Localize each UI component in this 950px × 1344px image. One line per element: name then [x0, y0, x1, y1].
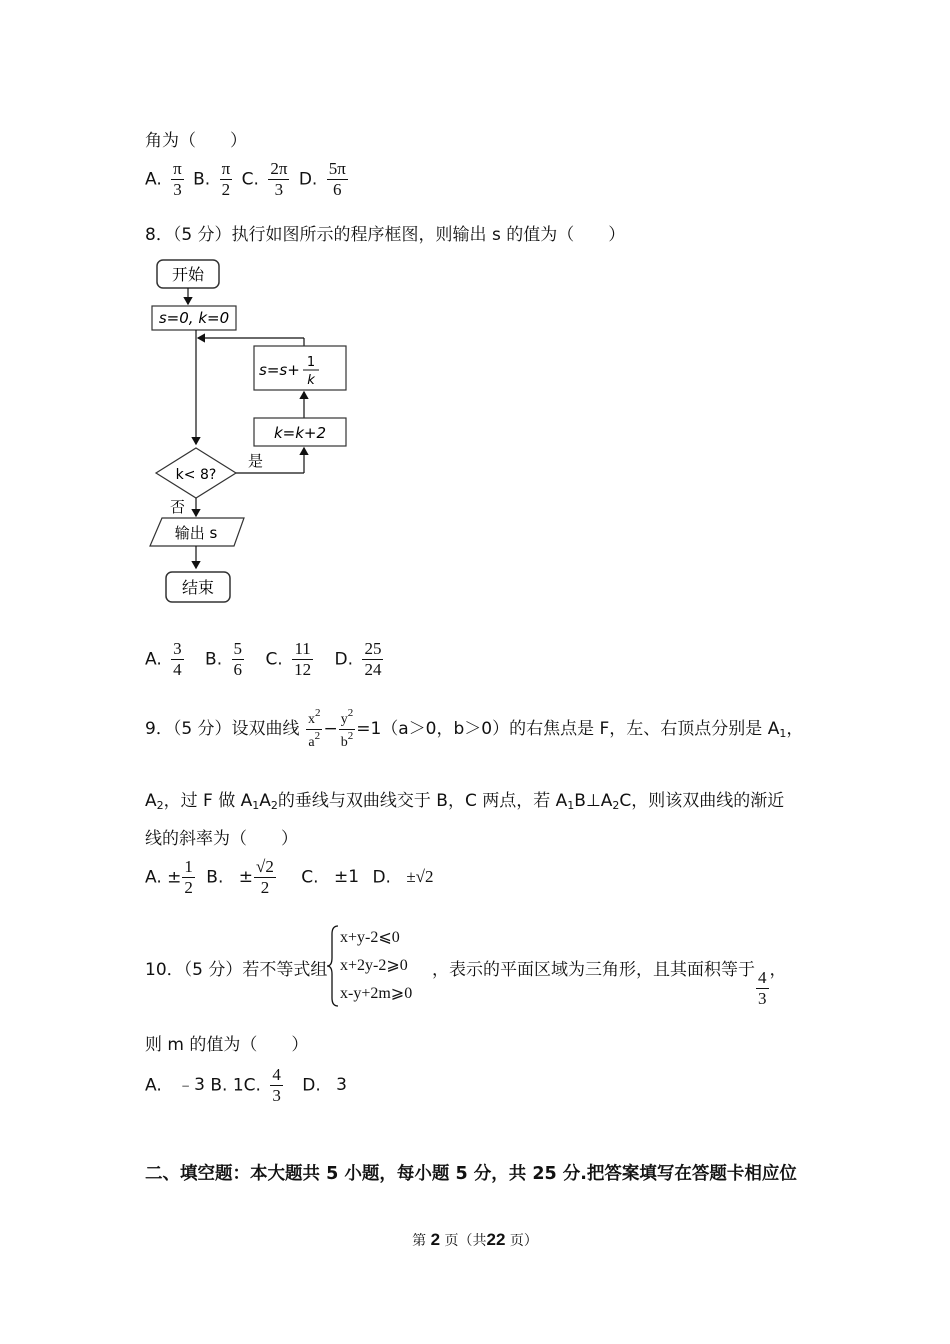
- flowchart: [140, 252, 400, 612]
- flow-end-text: 结束: [181, 578, 215, 597]
- page-footer: 第 2 页（共22 页）: [412, 1230, 538, 1249]
- flow-start-text: 开始: [171, 265, 205, 284]
- section-2-heading: 二、填空题：本大题共 5 小题，每小题 5 分，共 25 分.把答案填写在答题卡相应位: [145, 1164, 797, 1184]
- flow-init-text: s=0, k=0: [158, 309, 230, 327]
- flow-output-text: 输出 s: [174, 524, 218, 542]
- flow-yes-label: 是: [248, 452, 264, 470]
- option-c-frac: $\frac{2\pi}{3}$: [270, 159, 288, 199]
- q8-options: A. $\frac{3}{4}$ B. $\frac{5}{6}$ C. $\frac{11}{12}$ D. $\frac{25}{24}$: [145, 639, 382, 679]
- flow-decision-text: k< 8?: [175, 467, 217, 483]
- flow-update-k-text: k=k+2: [273, 424, 327, 442]
- option-b-frac: $\frac{\pi}{2}$: [221, 159, 231, 199]
- q7-options: [145, 160, 352, 199]
- option-a-frac: $\frac{\pi}{3}$: [173, 159, 182, 199]
- q9-line1: 9．（5 分）设双曲线 $\frac{x^2}{a^2}$ − $\frac{y^2}{b^2}$ =1（a＞0，b＞0）的右焦点是 F，左、右顶点分别是 $A_1$，: [145, 707, 804, 750]
- option-d-label: D.: [298, 169, 318, 190]
- q8-stem: 8．（5 分）执行如图所示的程序框图，则输出 s 的值为（ ）: [145, 225, 626, 245]
- q9-line2: $A_2$，过 F 做 $A_1A_2$的垂线与双曲线交于 B，C 两点，若 $A_1B\perp A_2C$，则该双曲线的渐近: [145, 791, 785, 812]
- option-a-label: A.: [145, 169, 162, 190]
- q10-suffix: ，表示的平面区域为三角形，且其面积等于 $\frac{4}{3}$ ，: [432, 960, 787, 1008]
- q10-line2: 则 m 的值为（ ）: [145, 1035, 309, 1055]
- flow-update-s-den: k: [307, 373, 315, 388]
- option-c-label: C.: [241, 169, 259, 190]
- system-brace: [326, 924, 340, 1008]
- option-b-label: B.: [193, 169, 211, 190]
- q10-prefix: 10．（5 分）若不等式组: [145, 960, 328, 980]
- q9-options: A. ± $\frac{1}{2}$ B. ± $\frac{√2}{2}$ C. ±1 D. ±√2: [145, 857, 434, 897]
- flow-no-label: 否: [170, 498, 186, 516]
- q10-options: A. ﹣3 B. 1C. $\frac{4}{3}$ D. 3: [145, 1065, 347, 1105]
- q9-line3: 线的斜率为（ ）: [145, 829, 298, 849]
- ineq-1: x+y-2⩽0: [340, 929, 400, 946]
- flow-update-s-text: s=s+: [259, 361, 300, 379]
- ineq-3: x-y+2m⩾0: [340, 985, 413, 1002]
- q7-tail-text: 角为（ ）: [145, 131, 247, 151]
- ineq-2: x+2y-2⩾0: [340, 957, 408, 974]
- flow-update-s-num: 1: [306, 355, 316, 370]
- option-d-frac: $\frac{5\pi}{6}$: [328, 159, 346, 199]
